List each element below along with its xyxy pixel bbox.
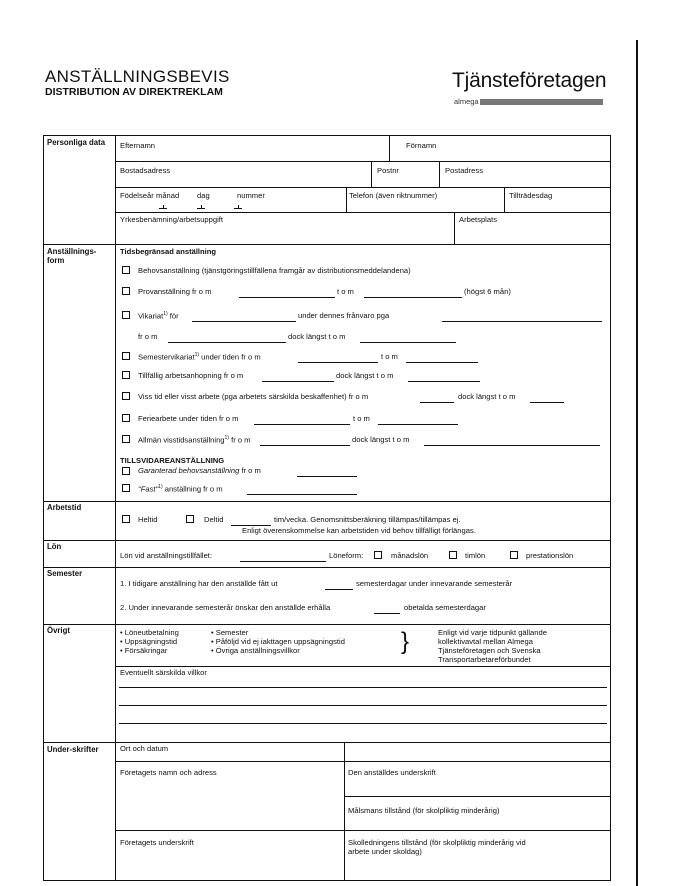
viss-tid-label: Viss tid eller visst arbete (pga arbetets särskilda beskaffenhet) fr o m <box>138 392 369 401</box>
ovrigt-note-4: Transportarbetareförbundet <box>438 655 531 664</box>
semester-line2-b: obetalda semesterdagar <box>404 603 486 612</box>
feriearbete-from-line[interactable] <box>254 424 350 425</box>
viss-tid-checkbox[interactable] <box>122 392 130 400</box>
page-edge-bar <box>636 40 638 886</box>
skolledning-label-2: arbete under skoldag) <box>348 847 422 856</box>
heltid-checkbox[interactable] <box>122 515 130 523</box>
fast-from-line[interactable] <box>247 494 357 495</box>
allman-visstid-from-line[interactable] <box>260 445 350 446</box>
timlon-checkbox[interactable] <box>449 551 457 559</box>
ovrigt-item-2: • Uppsägningstid <box>120 637 178 646</box>
cell-divider <box>371 161 372 187</box>
tillfallig-checkbox[interactable] <box>122 371 130 379</box>
villkor-label: Eventuellt särskilda villkor <box>120 668 207 677</box>
company-logo: Tjänsteföretagen <box>452 69 607 92</box>
date-tick <box>197 208 205 209</box>
garanterad-text: Garanterad behovsanställning <box>138 466 240 475</box>
nummer-label: nummer <box>237 191 265 200</box>
fast-text: "Fast" <box>138 484 159 494</box>
loneform-label: Löneform: <box>329 551 364 560</box>
date-tick <box>159 208 167 209</box>
malsman-label: Målsmans tillstånd (för skolpliktig minderårig) <box>348 806 500 815</box>
telefon-label: Telefon (även riktnummer) <box>349 191 438 200</box>
semestervikariat-checkbox[interactable] <box>122 352 130 360</box>
tilltradesdag-label: Tillträdesdag <box>509 191 553 200</box>
semestervikariat-text: Semestervikariat <box>138 352 195 362</box>
villkor-line-2[interactable] <box>119 705 607 706</box>
prestationslon-label: prestationslön <box>526 551 574 560</box>
document-title: ANSTÄLLNINGSBEVIS <box>45 67 230 86</box>
signature-column-divider <box>344 742 345 880</box>
fast-anstallning-checkbox[interactable] <box>122 484 130 492</box>
cell-divider <box>439 161 440 187</box>
foretag-underskrift-label: Företagets underskrift <box>120 838 194 847</box>
viss-tid-tom-label: dock längst t o m <box>458 392 516 401</box>
vikariat-tom-line[interactable] <box>360 342 456 343</box>
fornamn-label: Förnamn <box>406 141 437 150</box>
ovrigt-item-4: • Semester <box>211 628 249 637</box>
skolledning-label-1: Skolledningens tillstånd (för skolpliktig minderårig vid <box>348 838 526 847</box>
footnote-mark: 1) <box>158 484 163 490</box>
footnote-mark: 1) <box>224 435 229 441</box>
section-divider <box>44 742 610 743</box>
fast-anstallning-label <box>138 485 223 494</box>
row-divider <box>116 830 610 831</box>
logo-subtext: almega <box>454 97 479 106</box>
vikariat-for-line[interactable] <box>192 321 296 322</box>
prov-tom-label: t o m <box>337 287 354 296</box>
employment-form <box>43 135 611 881</box>
fodelsear-label: Födelseår <box>120 191 154 200</box>
vikariat-text: Vikariat <box>138 311 164 321</box>
vikariat-from-label: fr o m <box>138 332 158 341</box>
tillfallig-tom-label: dock längst t o m <box>336 371 394 380</box>
footnote-mark: 1) <box>163 311 168 317</box>
row-divider <box>116 212 610 213</box>
fast-from-text: anställning fr o m <box>162 484 223 494</box>
dag-label: dag <box>197 191 210 200</box>
row-divider <box>116 666 610 667</box>
heltid-label: Heltid <box>138 515 158 524</box>
tillfallig-from-line[interactable] <box>262 381 334 382</box>
date-tick <box>201 205 202 208</box>
section-underskrifter: Under-skrifter <box>47 745 99 754</box>
vikariat-checkbox[interactable] <box>122 311 130 319</box>
allman-visstid-checkbox[interactable] <box>122 435 130 443</box>
semester-line1-b: semesterdagar under innevarande semesterår <box>356 579 513 588</box>
section-personliga-data: Personliga data <box>47 138 106 147</box>
section-divider <box>44 540 610 541</box>
row-divider <box>344 796 610 797</box>
date-tick <box>163 205 164 208</box>
lon-label: Lön vid anställningstillfället: <box>120 551 213 560</box>
villkor-line-1[interactable] <box>119 687 607 688</box>
deltid-desc: tim/vecka. Genomsnittsberäkning tillämpas/tillämpas ej. <box>274 515 461 524</box>
tillfallig-tom-line[interactable] <box>408 381 480 382</box>
allman-visstid-tom-label: dock längst t o m <box>352 435 410 444</box>
postnr-label: Postnr <box>377 166 399 175</box>
logo-bar <box>480 99 603 105</box>
postadress-label: Postadress <box>445 166 483 175</box>
tillfallig-label: Tillfällig arbetsanhopning fr o m <box>138 371 244 380</box>
semestervikariat-tom-label: t o m <box>381 352 398 361</box>
footnote-mark: 1) <box>194 352 200 358</box>
prov-from-line[interactable] <box>239 297 335 298</box>
manadslon-checkbox[interactable] <box>374 551 382 559</box>
ovrigt-note-2: kollektivavtal mellan Almega <box>438 637 533 646</box>
section-lon: Lön <box>47 542 62 551</box>
anstalld-underskrift-label: Den anställdes underskrift <box>348 768 436 777</box>
feriearbete-checkbox[interactable] <box>122 414 130 422</box>
allman-visstid-text: Allmän visstidsanställning <box>138 435 225 445</box>
behovsanstallning-checkbox[interactable] <box>122 266 130 274</box>
semestervikariat-label <box>138 353 261 362</box>
deltid-checkbox[interactable] <box>186 515 194 523</box>
cell-divider <box>389 136 390 161</box>
vikariat-under-label: under dennes frånvaro pga <box>298 311 390 320</box>
ovrigt-item-6: • Övriga anställningsvillkor <box>211 646 300 655</box>
date-tick <box>238 205 239 208</box>
allman-visstid-label <box>138 436 251 445</box>
prov-tom-line[interactable] <box>364 297 462 298</box>
deltid-label: Deltid <box>204 515 224 524</box>
section-anstallningsform: Anställnings-form <box>47 247 97 265</box>
viss-tid-from-line[interactable] <box>420 402 454 403</box>
manad-label: månad <box>156 191 180 200</box>
label-column-divider <box>115 136 116 880</box>
arbetstid-note: Enligt överenskommelse kan arbetstiden vid behov tillfälligt förlängas. <box>242 526 476 535</box>
allman-visstid-tom-line[interactable] <box>424 445 600 446</box>
semestervikariat-from-line[interactable] <box>298 362 378 363</box>
semester-days-line[interactable] <box>325 589 353 590</box>
ovrigt-item-3: • Försäkringar <box>120 646 168 655</box>
feriearbete-tom-line[interactable] <box>378 424 458 425</box>
cell-divider <box>504 187 505 212</box>
ort-datum-label: Ort och datum <box>120 744 169 753</box>
efternamn-label: Efternamn <box>120 141 156 150</box>
semester-line2-a: 2. Under innevarande semesterår önskar den anställde erhålla <box>120 603 331 612</box>
section-semester: Semester <box>47 569 83 578</box>
feriearbete-tom-label: t o m <box>353 414 370 423</box>
semestervikariat-tom-line[interactable] <box>406 362 478 363</box>
section-divider <box>44 244 610 245</box>
tidsbegransad-heading: Tidsbegränsad anställning <box>120 247 217 256</box>
ovrigt-item-5: • Påföljd vid ej iakttagen uppsägningstid <box>211 637 345 646</box>
semester-line1-a: 1. I tidigare anställning har den anställde fått ut <box>120 579 278 588</box>
yrke-label: Yrkesbenämning/arbetsuppgift <box>120 215 224 224</box>
section-arbetstid: Arbetstid <box>47 503 82 512</box>
ovrigt-item-1: • Löneutbetalning <box>120 628 179 637</box>
document-subtitle: DISTRIBUTION AV DIREKTREKLAM <box>45 86 223 98</box>
section-divider <box>44 567 610 568</box>
garanterad-from-text: fr o m <box>239 466 261 475</box>
bostadsadress-label: Bostadsadress <box>120 166 171 175</box>
section-ovrigt: Övrigt <box>47 626 70 635</box>
allman-visstid-from-text: fr o m <box>228 435 251 445</box>
prestationslon-checkbox[interactable] <box>510 551 518 559</box>
garanterad-checkbox[interactable] <box>122 467 130 475</box>
cell-divider <box>454 212 455 244</box>
row-divider <box>116 761 610 762</box>
garanterad-label <box>138 467 261 476</box>
provanstallning-label: Provanställning fr o m <box>138 287 212 296</box>
behovsanstallning-label: Behovsanställning (tjänstgöringstillfällena framgår av distributionsmeddelandena) <box>138 266 411 275</box>
vikariat-for-text: för <box>167 311 179 321</box>
vikariat-pga-line[interactable] <box>442 321 602 322</box>
timlon-label: timlön <box>465 551 486 560</box>
section-divider <box>44 624 610 625</box>
lon-amount-line[interactable] <box>240 561 326 562</box>
vikariat-tom-label: dock längst t o m <box>288 332 346 341</box>
vikariat-from-line[interactable] <box>168 342 286 343</box>
ovrigt-note-3: Tjänsteföretagen och Svenska <box>438 646 541 655</box>
foretag-namn-label: Företagets namn och adress <box>120 768 217 777</box>
row-divider <box>116 187 610 188</box>
tillsvidare-heading: TILLSVIDAREANSTÄLLNING <box>120 456 225 465</box>
viss-tid-tom-line[interactable] <box>530 402 564 403</box>
prov-max-label: (högst 6 mån) <box>464 287 511 296</box>
villkor-line-3[interactable] <box>119 723 607 724</box>
brace-symbol: } <box>401 628 410 655</box>
arbetsplats-label: Arbetsplats <box>459 215 497 224</box>
cell-divider <box>346 187 347 212</box>
row-divider <box>116 161 610 162</box>
manadslon-label: månadslön <box>391 551 429 560</box>
feriearbete-label: Feriearbete under tiden fr o m <box>138 414 239 423</box>
garanterad-from-line[interactable] <box>297 476 357 477</box>
section-divider <box>44 501 610 502</box>
date-tick <box>234 208 242 209</box>
provanstallning-checkbox[interactable] <box>122 287 130 295</box>
vikariat-label <box>138 312 179 321</box>
semester-unpaid-line[interactable] <box>374 613 400 614</box>
ovrigt-note-1: Enligt vid varje tidpunkt gällande <box>438 628 547 637</box>
semestervikariat-from-text: under tiden fr o m <box>199 352 261 362</box>
